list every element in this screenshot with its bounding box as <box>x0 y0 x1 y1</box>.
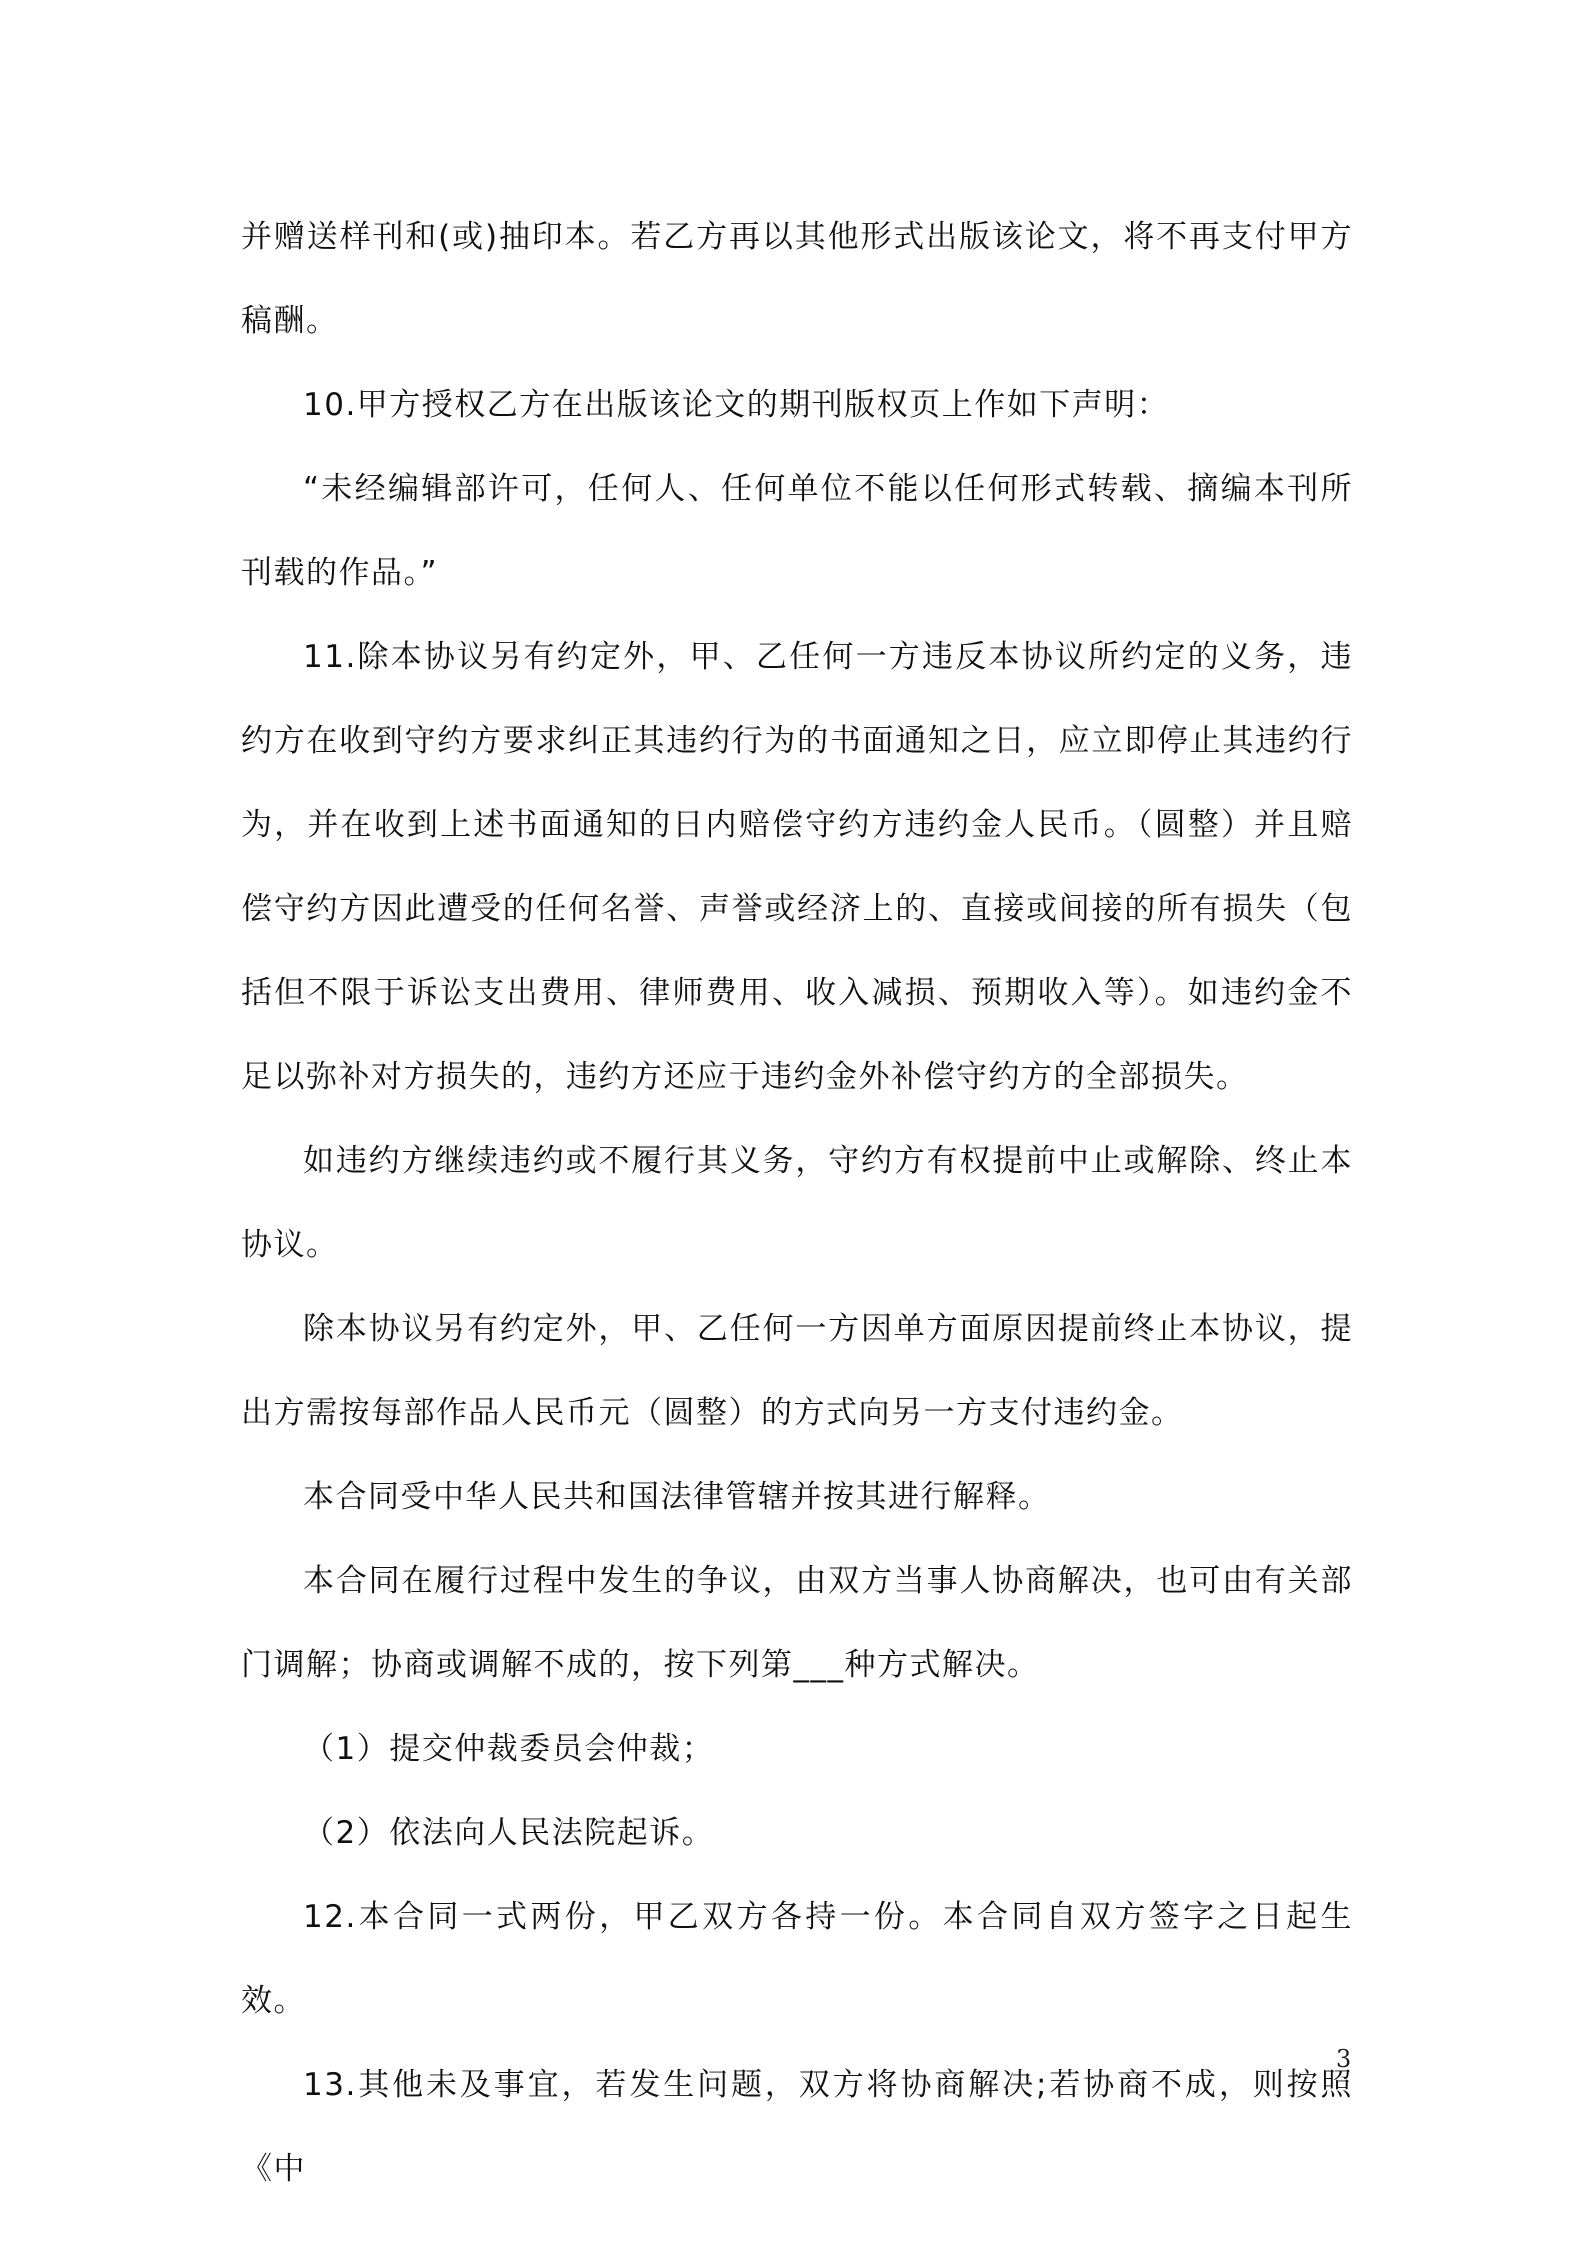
paragraph-clause-12: 12.本合同一式两份，甲乙双方各持一份。本合同自双方签字之日起生效。 <box>241 1899 1353 2019</box>
paragraph-option-court: （2）依法向人民法院起诉。 <box>303 1815 715 1851</box>
paragraph-option-arbitration: （1）提交仲裁委员会仲裁； <box>303 1731 715 1767</box>
paragraph-clause-11: 11.除本协议另有约定外，甲、乙任何一方违反本协议所约定的义务，违约方在收到守约方要求纠正其违约行为的书面通知之日，应立即停止其违约行为，并在收到上述书面通知的日内赔偿守约方违约金人民币。（圆整）并且赔偿守约方因此遭受的任何名誉、声誉或经济上的、直接或间接的所有损失（包括但不限于诉讼支出费用、律师费用、收入减损、预期收入等）。如违约金不足以弥补对方损失的，违约方还应于违约金外补偿守约方的全部损失。 <box>241 639 1353 1095</box>
paragraph-clause-13: 13.其他未及事宜，若发生问题，双方将协商解决;若协商不成，则按照《中 <box>241 2067 1353 2187</box>
page-number: 3 <box>1336 2045 1352 2073</box>
paragraph-early-termination: 除本协议另有约定外，甲、乙任何一方因单方面原因提前终止本协议，提出方需按每部作品人民币元（圆整）的方式向另一方支付违约金。 <box>241 1311 1353 1431</box>
paragraph-governing-law: 本合同受中华人民共和国法律管辖并按其进行解释。 <box>303 1479 1051 1515</box>
document-body <box>241 195 1353 2211</box>
paragraph-clause-10: 10.甲方授权乙方在出版该论文的期刊版权页上作如下声明： <box>303 387 1170 423</box>
paragraph-copyright-statement: “未经编辑部许可，任何人、任何单位不能以任何形式转载、摘编本刊所刊载的作品。” <box>241 471 1353 591</box>
paragraph-dispute-resolution: 本合同在履行过程中发生的争议，由双方当事人协商解决，也可由有关部门调解；协商或调解不成的，按下列第___种方式解决。 <box>241 1563 1353 1683</box>
paragraph-continuation: 并赠送样刊和(或)抽印本。若乙方再以其他形式出版该论文，将不再支付甲方稿酬。 <box>241 219 1353 339</box>
paragraph-termination-right: 如违约方继续违约或不履行其义务，守约方有权提前中止或解除、终止本协议。 <box>241 1143 1353 1263</box>
